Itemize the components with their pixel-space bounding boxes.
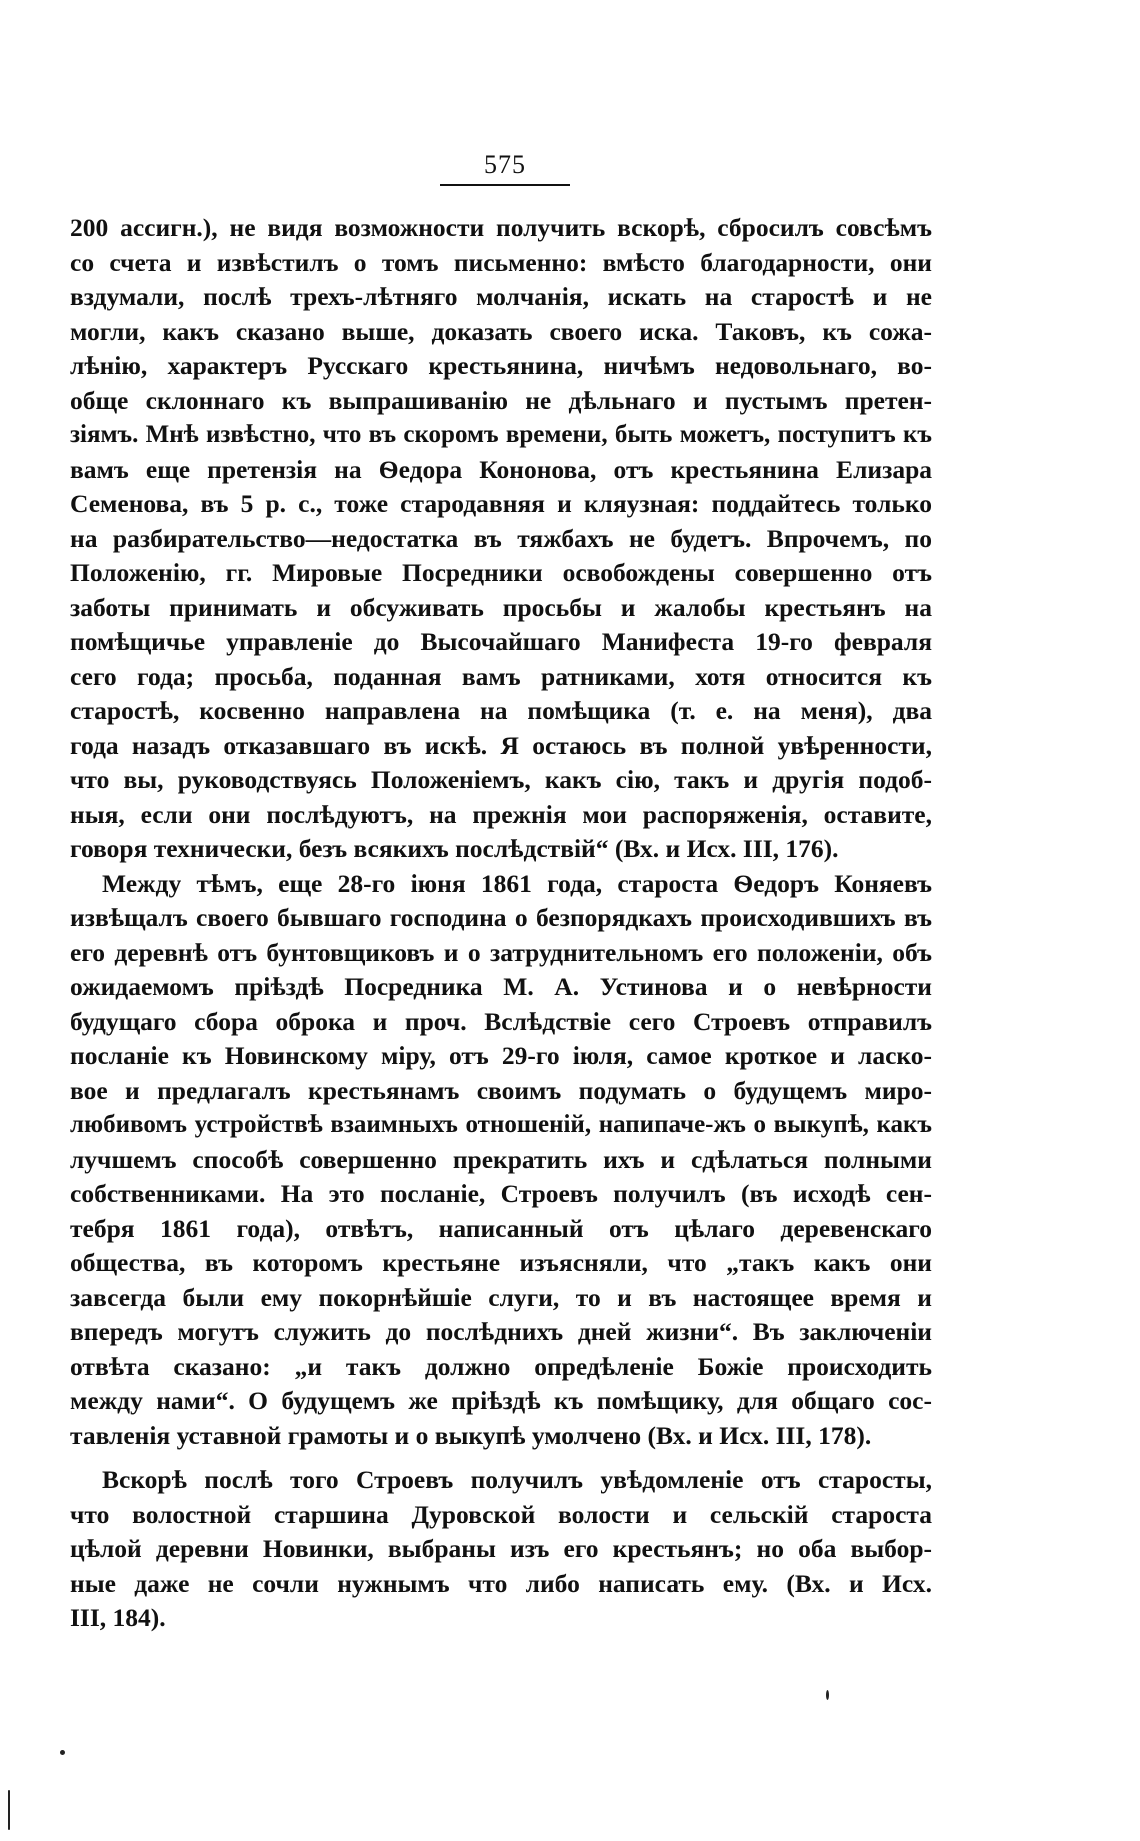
page-number: 575 [484, 150, 526, 179]
text-line: лучшемъ способѣ совершенно прекратить ихъ и сдѣлаться полными [70, 1144, 932, 1174]
text-line: Вскорѣ послѣ того Строевъ получилъ увѣдомленіе отъ старосты, [102, 1465, 932, 1494]
text-line: на разбирательство—недостатка въ тяжбахъ не будетъ. Впрочемъ, по [70, 523, 932, 553]
scan-speck [60, 1750, 65, 1755]
text-line: будущаго сбора оброка и проч. Вслѣдствіе сего Строевъ отправилъ [70, 1006, 932, 1036]
text-line: старостѣ, косвенно направлена на помѣщика (т. е. на меня), два [70, 696, 932, 725]
text-line: лѣнію, характеръ Русскаго крестьянина, ничѣмъ недовольнаго, во- [70, 351, 932, 380]
paragraph-2 [70, 867, 932, 1454]
text-line: что вы, руководствуясь Положеніемъ, какъ сію, такъ и другія подоб- [70, 765, 932, 794]
text-line: зіямъ. Мнѣ извѣстно, что въ скоромъ времени, быть можетъ, поступитъ къ [70, 421, 932, 448]
text-line: вздумали, послѣ трехъ-лѣтняго молчанія, искать на старостѣ и не [70, 282, 932, 311]
text-line: могли, какъ сказано выше, доказать своего иска. Таковъ, къ сожа- [70, 316, 932, 346]
paragraph-1 [70, 211, 932, 867]
body-text [70, 211, 932, 1636]
text-line: впередъ могутъ служить до послѣднихъ дней жизни“. Въ заключеніи [70, 1317, 932, 1346]
text-line: сего года; просьба, поданная вамъ ратниками, хотя относится къ [70, 661, 932, 691]
text-line: его деревнѣ отъ бунтовщиковъ и о затруднительномъ его положеніи, объ [70, 937, 932, 967]
scan-speck [8, 1790, 10, 1830]
text-line: извѣщалъ своего бывшаго господина о безпорядкахъ происходившихъ въ [70, 903, 932, 932]
text-line: общества, въ которомъ крестьяне изъясняли, что „такъ какъ они [70, 1248, 932, 1277]
text-line: тебря 1861 года), отвѣтъ, написанный отъ цѣлаго деревенскаго [70, 1213, 932, 1243]
text-line: 200 ассигн.), не видя возможности получить вскорѣ, сбросилъ совсѣмъ [70, 213, 932, 242]
text-line: ожидаемомъ пріѣздѣ Посредника М. А. Устинова и о невѣрности [70, 972, 932, 1001]
text-line: посланіе къ Новинскому міру, отъ 29-го іюля, самое кроткое и ласко- [70, 1041, 932, 1070]
text-line: заботы принимать и обсуживать просьбы и жалобы крестьянъ на [70, 592, 932, 622]
text-line: ныя, если они послѣдуютъ, на прежнія мои распоряженія, оставите, [70, 799, 932, 829]
text-line: Положенію, гг. Мировые Посредники освобождены совершенно отъ [70, 558, 932, 587]
text-line: обще склоннаго къ выпрашиванію не дѣльнаго и пустымъ претен- [70, 385, 932, 415]
text-line: цѣлой деревни Новинки, выбраны изъ его крестьянъ; но оба выбор- [70, 1534, 932, 1563]
text-line: что волостной старшина Дуровской волости и сельскій староста [70, 1499, 932, 1529]
paragraph-3 [70, 1463, 932, 1636]
page-header [440, 150, 570, 186]
text-line: собственниками. На это посланіе, Строевъ получилъ (въ исходѣ сен- [70, 1179, 932, 1208]
text-line: завсегда были ему покорнѣйшіе слуги, то и въ настоящее время и [70, 1282, 932, 1312]
text-line: отвѣта сказано: „и такъ должно опредѣленіе Божіе происходить [70, 1351, 932, 1381]
text-line: между нами“. О будущемъ же пріѣздѣ къ помѣщику, для общаго сос- [70, 1386, 932, 1415]
scan-speck [826, 1690, 829, 1700]
text-line: Семенова, въ 5 р. с., тоже стародавняя и кляузная: поддайтесь только [70, 489, 932, 518]
text-line: говоря технически, безъ всякихъ послѣдствій“ (Вх. и Исх. III, 176). [70, 834, 839, 863]
text-line: года назадъ отказавшаго въ искѣ. Я остаюсь въ полной увѣренности, [70, 730, 932, 760]
text-line: любивомъ устройствѣ взаимныхъ отношеній, напипаче-жъ о выкупѣ, какъ [70, 1111, 932, 1138]
text-line: ные даже не сочли нужнымъ что либо написать ему. (Вх. и Исх. [70, 1568, 932, 1598]
text-line: вое и предлагалъ крестьянамъ своимъ подумать о будущемъ миро- [70, 1075, 932, 1105]
text-line: тавленія уставной грамоты и о выкупѣ умолчено (Вх. и Исх. III, 178). [70, 1420, 872, 1450]
text-line: помѣщичье управленіе до Высочайшаго Манифеста 19-го февраля [70, 627, 932, 656]
text-line: вамъ еще претензія на Ѳедора Кононова, отъ крестьянина Елизара [70, 454, 932, 484]
text-line: III, 184). [70, 1603, 166, 1632]
header-rule [440, 184, 570, 186]
text-line: со счета и извѣстилъ о томъ письменно: вмѣсто благодарности, они [70, 247, 932, 277]
text-line: Между тѣмъ, еще 28-го іюня 1861 года, староста Ѳедоръ Коняевъ [102, 868, 932, 898]
